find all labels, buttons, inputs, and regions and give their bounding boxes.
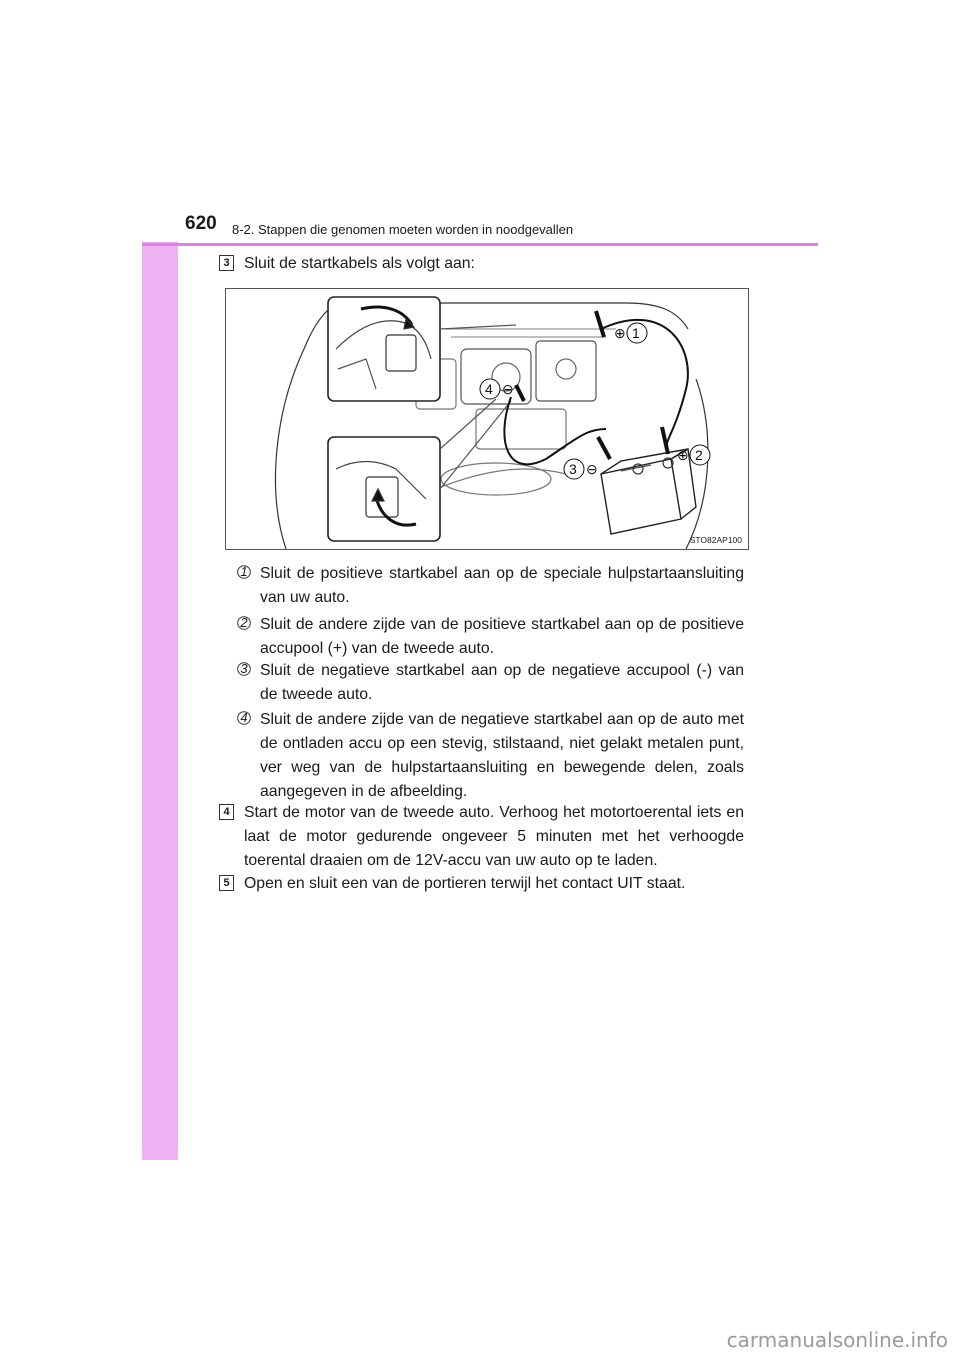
step-badge-4: 4 xyxy=(219,804,234,820)
substep-4-text: Sluit de andere zijde van de negatieve startkabel aan op de auto met de ontladen accu op een stevig, stilstaand, niet gelakt metalen punt, ver weg van de hulpstartaansluiting en bewegende delen, zoals aangegeven in de afbeelding. xyxy=(260,711,744,800)
substep-3-text: Sluit de negatieve startkabel aan op de negatieve accupool (-) van de tweede auto. xyxy=(260,662,744,703)
engine-bay-drawing xyxy=(226,289,748,549)
section-side-tab xyxy=(142,198,178,1160)
step-badge-5: 5 xyxy=(219,875,234,891)
callout-4: 4 xyxy=(485,381,493,397)
callout-1: 1 xyxy=(632,325,640,341)
step-4-text: Start de motor van de tweede auto. Verhoog het motortoerental iets en laat de motor gedurende ongeveer 5 minuten met het verhoogde toerental draaien om de 12V-accu van uw auto op te laden. xyxy=(244,804,744,869)
watermark: carmanualsonline.info xyxy=(726,1328,948,1352)
substep-number-4: 4 xyxy=(237,711,251,725)
jump-start-illustration xyxy=(225,288,749,550)
substep-number-3: 3 xyxy=(237,662,251,676)
svg-text:⊖: ⊖ xyxy=(586,461,598,477)
substep-1-text: Sluit de positieve startkabel aan op de speciale hulpstartaansluiting van uw auto. xyxy=(260,565,744,606)
callout-3: 3 xyxy=(569,461,577,477)
section-title: 8-2. Stappen die genomen moeten worden in noodgevallen xyxy=(232,222,574,237)
substep-number-1: 1 xyxy=(237,565,251,579)
svg-text:⊕: ⊕ xyxy=(614,325,626,341)
substep-number-2: 2 xyxy=(237,616,251,630)
step-5-text: Open en sluit een van de portieren terwijl het contact UIT staat. xyxy=(244,875,686,892)
header-divider xyxy=(142,243,818,246)
step-3-text: Sluit de startkabels als volgt aan: xyxy=(244,255,475,272)
figure-code: STO82AP100 xyxy=(689,535,742,545)
step-badge-3: 3 xyxy=(219,255,234,271)
svg-text:⊕: ⊕ xyxy=(677,447,689,463)
page-number: 620 xyxy=(185,213,217,234)
substep-2-text: Sluit de andere zijde van de positieve startkabel aan op de positieve accupool (+) van de tweede auto. xyxy=(260,616,744,657)
callout-2: 2 xyxy=(695,447,703,463)
svg-text:⊖: ⊖ xyxy=(502,381,514,397)
